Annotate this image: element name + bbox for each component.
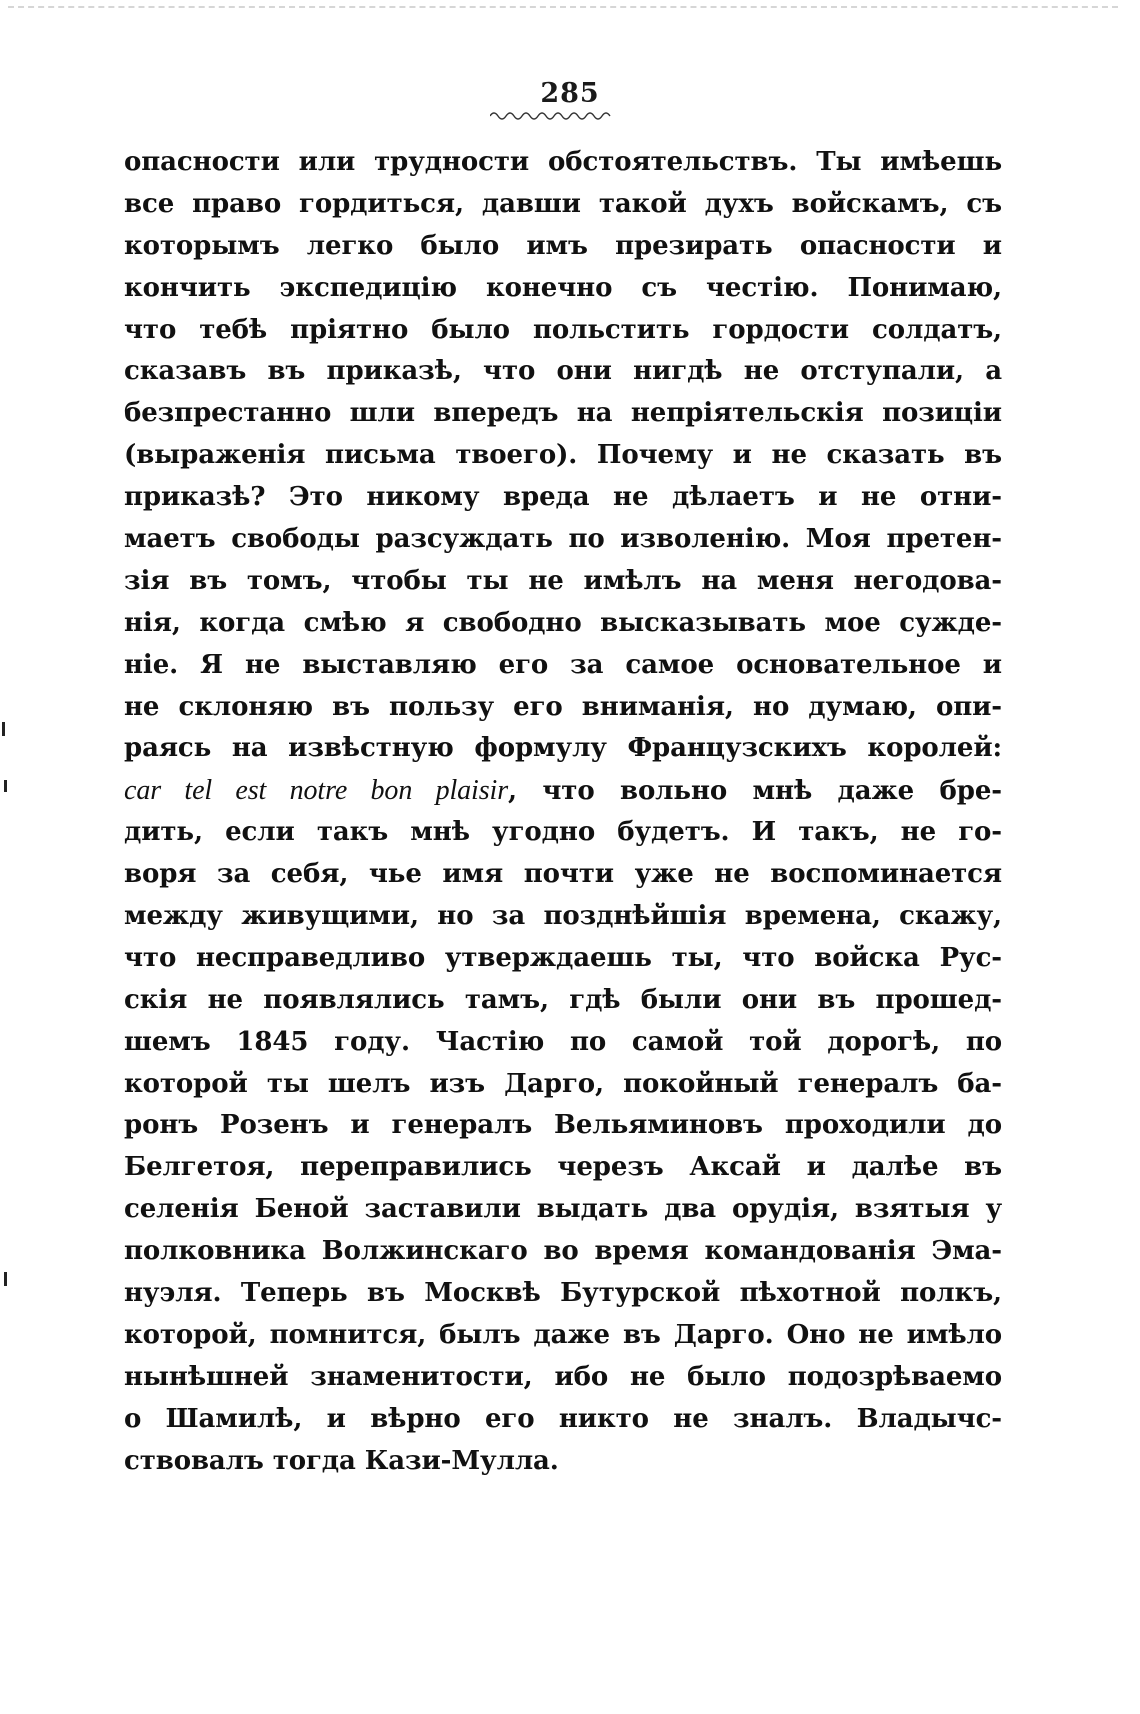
page-number-ornament [490,110,614,122]
margin-mark [4,1272,7,1286]
text-line [124,142,1002,184]
margin-mark [2,722,5,736]
line-text: ронъ Розенъ и генералъ Вельяминовъ проходили до [124,1110,1002,1141]
text-line [124,1147,1002,1189]
line-text: что тебѣ пріятно было польстить гордости солдатъ, [124,314,1002,345]
margin-mark [4,780,7,792]
text-line [124,1189,1002,1231]
line-text: скія не появлялись тамъ, гдѣ были они въ прошед- [124,984,1002,1015]
line-text: приказѣ? Это никому вреда не дѣлаетъ и не отни- [124,482,1002,513]
text-line [124,687,1002,729]
text-line [124,1231,1002,1273]
line-text: кончить экспедицію конечно съ честію. Понимаю, [124,272,1002,303]
text-line [124,938,1002,980]
page-number: 285 [540,78,600,109]
line-text: которымъ легко было имъ презирать опасности и [124,230,1002,261]
line-text: нынѣшней знаменитости, ибо не было подозрѣваемо [124,1361,1002,1392]
page-top-border [8,6,1118,8]
text-line [124,728,1002,770]
text-line [124,896,1002,938]
line-text: безпрестанно шли впередъ на непріятельскія позиціи [124,398,1002,429]
line-text: ніе. Я не выставляю его за самое основательное и [124,649,1002,680]
text-line [124,226,1002,268]
line-text: не склоняю въ пользу его вниманія, но думаю, опи- [124,691,1002,722]
text-line [124,1441,1002,1483]
text-line [124,1105,1002,1147]
line-text: нуэля. Теперь въ Москвѣ Бутурской пѣхотной полкъ, [124,1278,1002,1309]
line-text: о Шамилѣ, и вѣрно его никто не зналъ. Владычс- [124,1403,1002,1434]
text-line [124,519,1002,561]
line-text: шемъ 1845 году. Частію по самой той дорогѣ, по [124,1026,1002,1057]
text-line [124,603,1002,645]
text-line [124,1273,1002,1315]
line-text: сказавъ въ приказѣ, что они нигдѣ не отступали, а [124,356,1002,387]
line-text: дить, если такъ мнѣ угодно будетъ. И такъ, не го- [124,817,1002,848]
line-text: Белгетоя, переправились черезъ Аксай и далѣе въ [124,1152,1002,1183]
line-text: воря за себя, чье имя почти уже не воспоминается [124,859,1002,890]
line-text: все право гордиться, давши такой духъ войскамъ, съ [124,188,1002,219]
line-text: которой, помнится, былъ даже въ Дарго. Оно не имѣло [124,1319,1002,1350]
text-line [124,812,1002,854]
text-line [124,184,1002,226]
text-line [124,435,1002,477]
text-line [124,854,1002,896]
line-text: , что вольно мнѣ даже бре- [508,776,1002,807]
text-line [124,351,1002,393]
italic-phrase: car tel est notre bon plaisir [124,775,509,807]
text-line [124,268,1002,310]
line-text: нія, когда смѣю я свободно высказывать мое сужде- [124,607,1002,638]
line-text: опасности или трудности обстоятельствъ. Ты имѣешь [124,147,1002,177]
text-line [124,1357,1002,1399]
text-line [124,310,1002,352]
line-text: которой ты шелъ изъ Дарго, покойный генералъ ба- [124,1068,1002,1099]
line-text: полковника Волжинскаго во время командованія Эма- [124,1236,1002,1267]
text-line [124,645,1002,687]
text-line [124,1064,1002,1106]
text-line [124,770,1002,812]
text-line [124,561,1002,603]
body-text [124,142,1002,1483]
text-line [124,980,1002,1022]
text-line [124,1315,1002,1357]
line-text: маетъ свободы разсуждать по изволенію. Моя претен- [124,524,1002,555]
text-line [124,1399,1002,1441]
text-line [124,393,1002,435]
line-text: между живущими, но за позднѣйшія времена, скажу, [124,901,1002,932]
line-text: раясь на извѣстную формулу Французскихъ королей: [124,733,1002,764]
line-text: что несправедливо утверждаешь ты, что войска Рус- [124,942,1002,973]
line-text: зія въ томъ, чтобы ты не имѣлъ на меня негодова- [124,565,1002,596]
text-line [124,477,1002,519]
text-line [124,1022,1002,1064]
line-text: (выраженія письма твоего). Почему и не сказать въ [124,440,1002,471]
line-text: ствовалъ тогда Кази-Мулла. [124,1445,559,1476]
line-text: селенія Беной заставили выдать два орудія, взятыя у [124,1194,1002,1225]
